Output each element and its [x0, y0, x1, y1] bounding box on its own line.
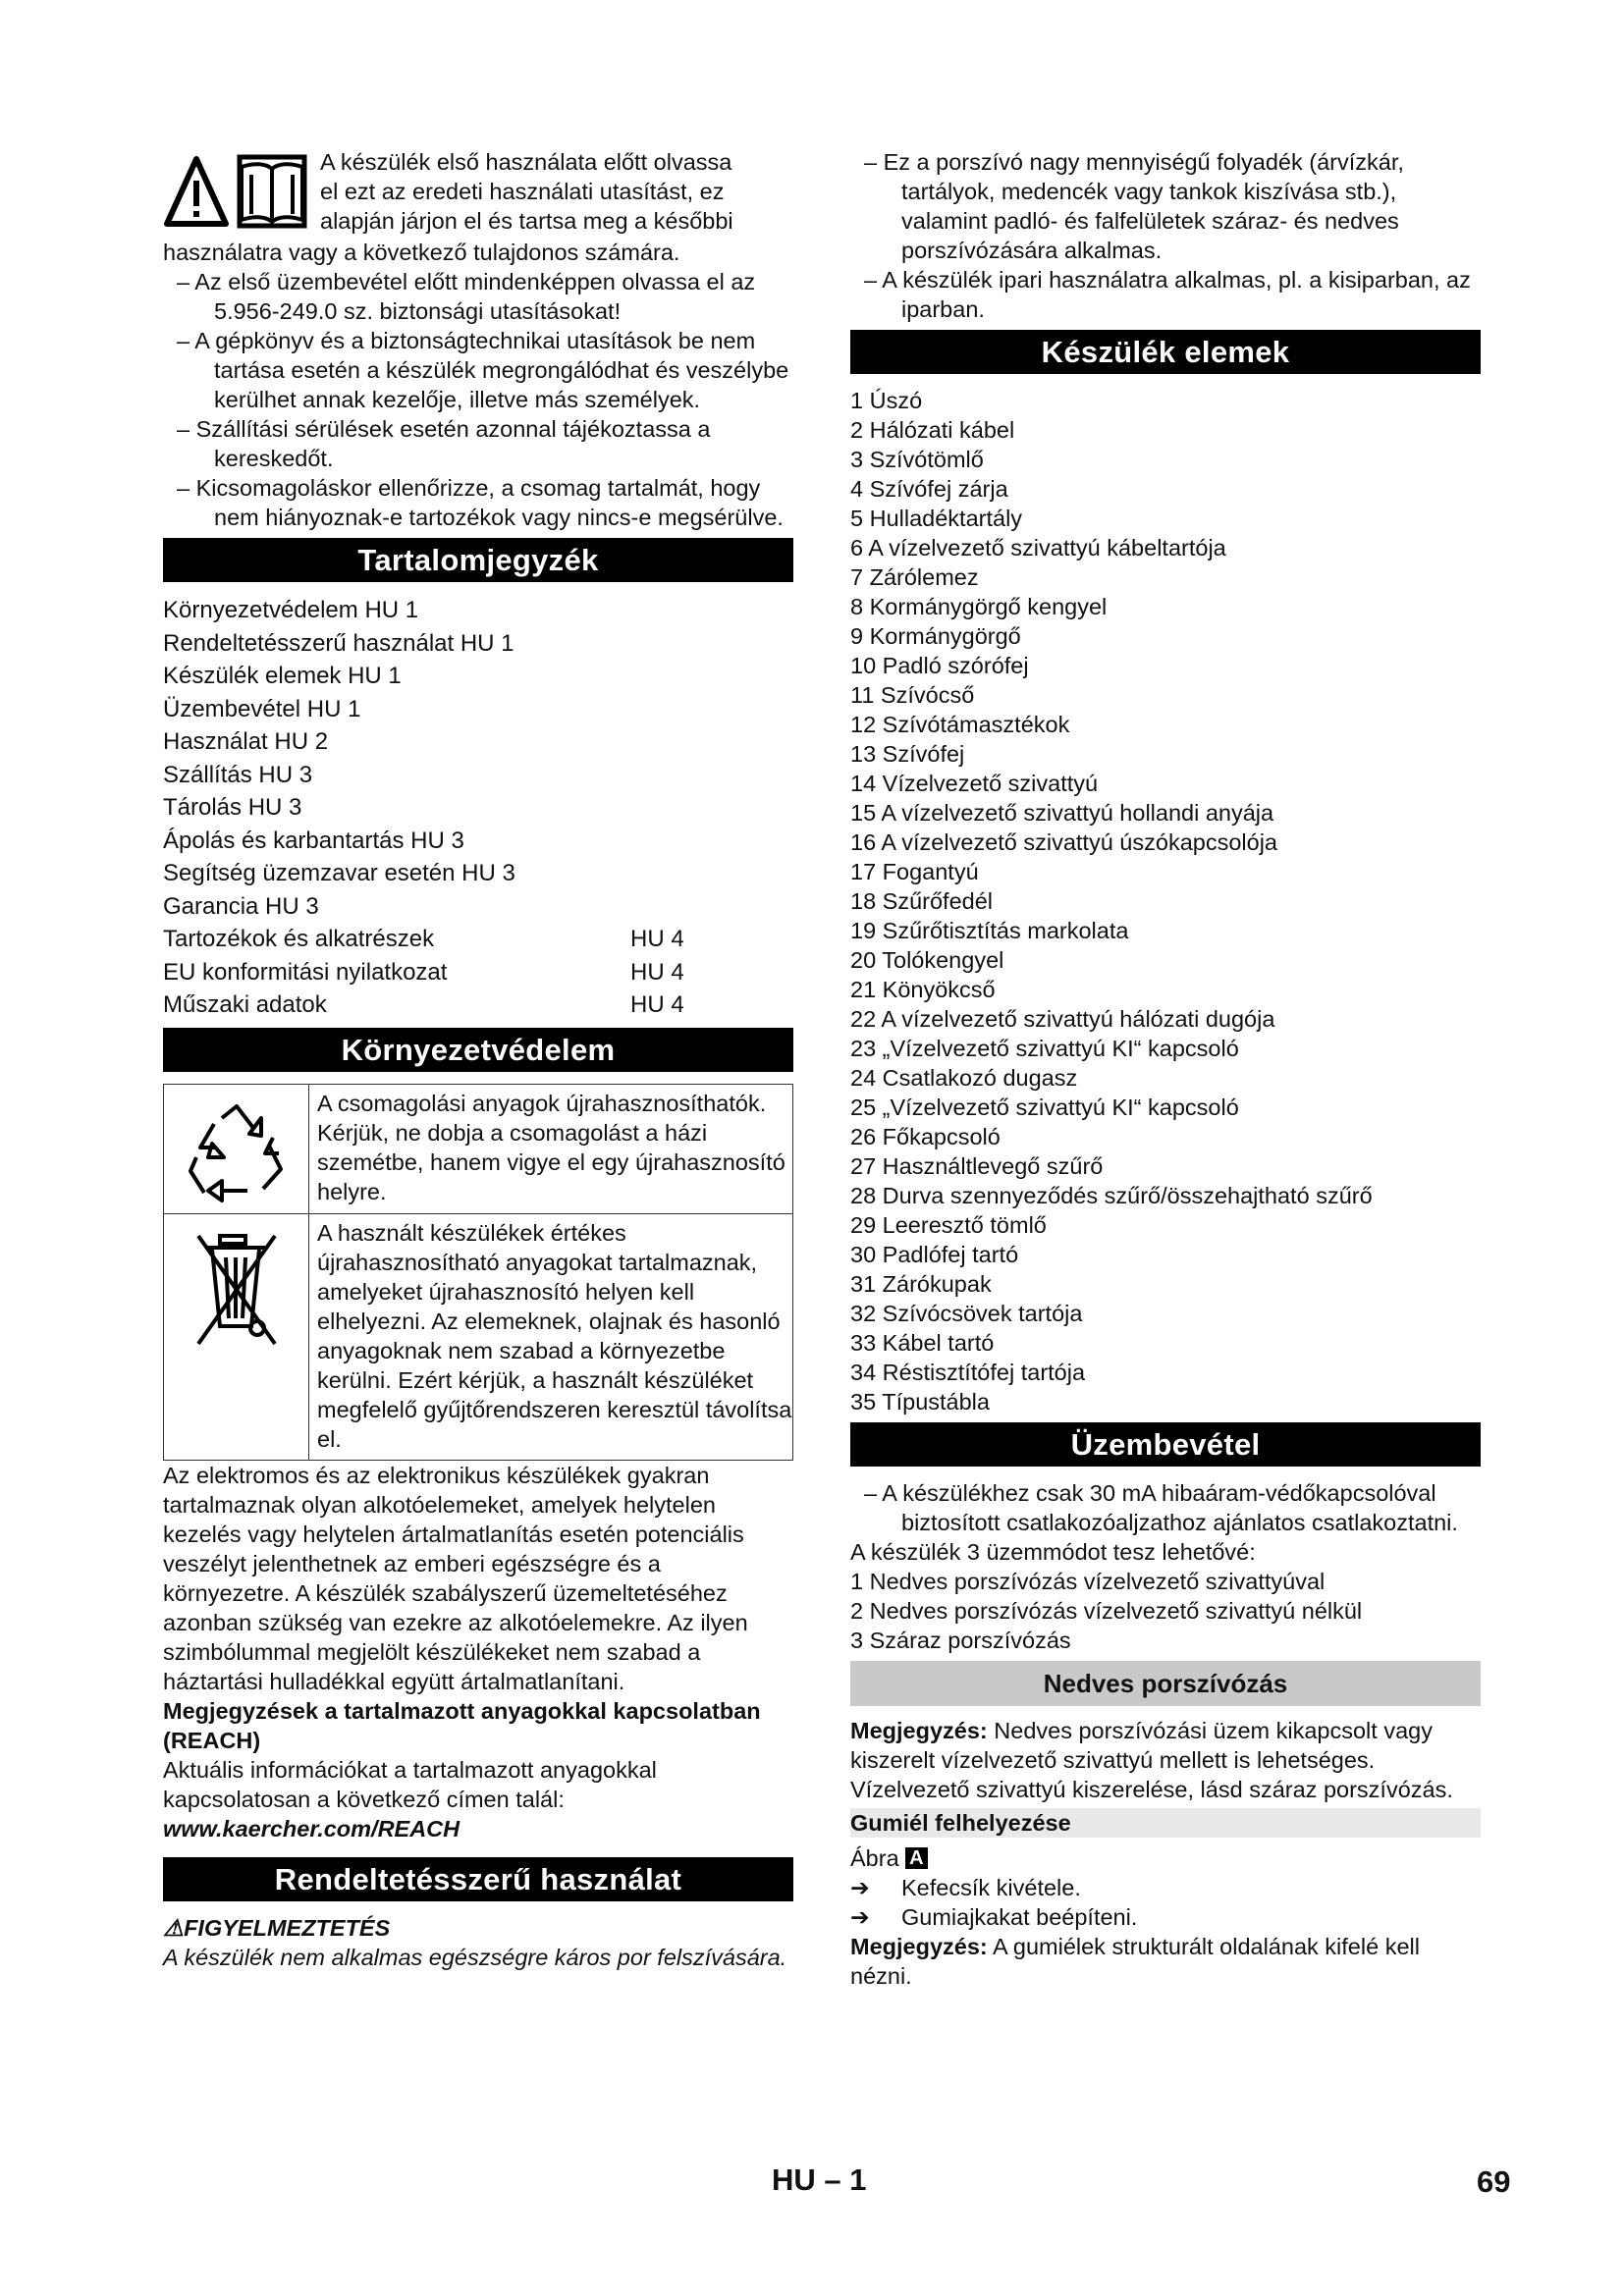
- toc-entry[interactable]: Tartozékok és alkatrészek HU 4: [163, 926, 684, 952]
- figure-letter-badge: A: [905, 1847, 927, 1869]
- part-item: 2 Hálózati kábel: [850, 417, 1015, 443]
- warning-manual-icon: [163, 153, 314, 232]
- part-item: 14 Vízelvezető szivattyú: [850, 771, 1099, 796]
- warning-text: A készülék nem alkalmas egészségre káros por felszívására.: [163, 1944, 787, 1970]
- part-item: 6 A vízelvezető szivattyú kábeltartója: [850, 535, 1226, 561]
- part-item: 26 Főkapcsoló: [850, 1124, 1001, 1149]
- part-item: 27 Használtlevegő szűrő: [850, 1153, 1104, 1179]
- use-item: – Ez a porszívó nagy mennyiségű folyadék (árvízkár, tartályok, medencék vagy tankok kiszívása stb.), valamint padló- és falfelületek száraz- és nedves porszívózására alkalmas.: [864, 149, 1404, 263]
- part-item: 13 Szívófej: [850, 741, 965, 767]
- parts-list: [850, 386, 1481, 1416]
- part-item: 11 Szívócső: [850, 682, 975, 708]
- parts-heading: Készülék elemek: [850, 330, 1481, 374]
- toc-entry[interactable]: Ápolás és karbantartás HU 3: [163, 827, 464, 854]
- modes-intro: A készülék 3 üzemmódot tesz lehetővé:: [850, 1539, 1256, 1565]
- manual-book-icon: [240, 157, 304, 226]
- environment-row-recycle: [164, 1084, 793, 1213]
- part-item: 19 Szűrőtisztítás markolata: [850, 918, 1129, 943]
- part-item: 22 A vízelvezető szivattyú hálózati dugója: [850, 1006, 1275, 1032]
- intended-use-heading: Rendeltetésszerű használat: [163, 1857, 793, 1901]
- part-item: 8 Kormánygörgő kengyel: [850, 594, 1108, 619]
- rcd-text: – A készülékhez csak 30 mA hibaáram-védőkapcsolóval biztosított csatlakozóaljzathoz ajánlatos csatlakoztatni.: [864, 1480, 1458, 1535]
- part-item: 7 Zárólemez: [850, 564, 979, 590]
- footer-section-label: HU – 1: [772, 2163, 867, 2197]
- rubber-lips-heading: Gumiél felhelyezése: [850, 1808, 1481, 1838]
- right-column: [850, 147, 1481, 1991]
- step-item: ➔ Gumiajkakat beépíteni.: [850, 1904, 1138, 1930]
- part-item: 21 Könyökcső: [850, 977, 996, 1002]
- arrow-icon: ➔: [850, 1875, 870, 1900]
- weee-text: A használt készülékek értékes újrahasznosítható anyagokat tartalmaznak, amelyeket újrahasznosító helyen kell elhelyezni. Az elemeknek, olajnak és hasonló anyagoknak nem szabad a környezetbe kerülni. Ezért kérjük, a használt készüléket megfelelő gyűjtőrendszeren keresztül távolítsa el.: [309, 1213, 793, 1460]
- recycle-text: A csomagolási anyagok újrahasznosíthatók. Kérjük, ne dobja a csomagolást a házi szemétbe, hanem vigye el egy újrahasznosító helyre.: [309, 1084, 793, 1213]
- battery-text: Az elektromos és az elektronikus készülékek gyakran tartalmaznak olyan alkotóelemeket, amelyek helytelen kezelés vagy helytelen ártalmatlanítás esetén potenciális veszélyt jelenthetnek az emberi egészségre és a környezetre. A készülék szabályszerű üzemeltetéséhez azonban szükség van ezekre az alkotóelemekre. Az ilyen szimbólummal megjelölt készülékeket nem szabad a háztartási hulladékkal együtt ártalmatlanítani.: [163, 1462, 748, 1694]
- warning-triangle-icon: [167, 159, 226, 224]
- safety-item: – Az első üzembevétel előtt mindenképpen olvassa el az 5.956-249.0 sz. biztonsági utasításokat!: [177, 269, 756, 324]
- part-item: 17 Fogantyú: [850, 859, 979, 884]
- crossed-bin-icon: [192, 1228, 281, 1356]
- mode-item: 1 Nedves porszívózás vízelvezető szivattyúval: [850, 1569, 1326, 1594]
- toc-entry[interactable]: Rendeltetésszerű használat HU 1: [163, 629, 514, 657]
- part-item: 24 Csatlakozó dugasz: [850, 1065, 1078, 1091]
- part-item: 20 Tolókengyel: [850, 947, 1004, 973]
- part-item: 10 Padló szórófej: [850, 653, 1029, 678]
- toc-entry[interactable]: Garancia HU 3: [163, 892, 319, 920]
- warning-label: ⚠FIGYELMEZTETÉS: [163, 1914, 391, 1941]
- intro-block: [163, 147, 793, 238]
- environment-heading: Környezetvédelem: [163, 1028, 793, 1072]
- part-item: 9 Kormánygörgő: [850, 623, 1021, 649]
- step-item: ➔ Kefecsík kivétele.: [850, 1875, 1081, 1900]
- part-item: 33 Kábel tartó: [850, 1330, 995, 1356]
- weee-icon-cell: [164, 1213, 309, 1460]
- part-item: 32 Szívócsövek tartója: [850, 1301, 1083, 1326]
- intro-line: alapján járjon el és tartsa meg a későbbi: [320, 208, 733, 234]
- intro-line: el ezt az eredeti használati utasítást, ez: [320, 179, 725, 204]
- recycle-icon-cell: [164, 1084, 309, 1213]
- toc-entry[interactable]: Szállítás HU 3: [163, 761, 313, 788]
- mode-item: 2 Nedves porszívózás vízelvezető szivattyú nélkül: [850, 1598, 1363, 1624]
- part-item: 5 Hulladéktartály: [850, 506, 1023, 531]
- recycle-icon: [183, 1098, 291, 1206]
- warning-small-icon: ⚠: [163, 1914, 185, 1941]
- toc-list: [163, 594, 793, 1022]
- part-item: 23 „Vízelvezető szivattyú KI“ kapcsoló: [850, 1036, 1239, 1061]
- part-item: 4 Szívófej zárja: [850, 476, 1008, 502]
- part-item: 31 Zárókupak: [850, 1271, 992, 1297]
- mode-item: 3 Száraz porszívózás: [850, 1628, 1071, 1653]
- intro-line: A készülék első használata előtt olvassa: [320, 149, 732, 175]
- safety-item: – Szállítási sérülések esetén azonnal tájékoztassa a kereskedőt.: [177, 416, 711, 471]
- reach-heading: Megjegyzések a tartalmazott anyagokkal kapcsolatban (REACH): [163, 1697, 761, 1753]
- toc-entry[interactable]: Környezetvédelem HU 1: [163, 597, 419, 623]
- wet-note-2: Megjegyzés: A gumiélek strukturált oldalának kifelé kell nézni.: [850, 1934, 1420, 1989]
- reach-text: Aktuális információkat a tartalmazott anyagokkal kapcsolatosan a következő címen talál:: [163, 1756, 657, 1812]
- toc-entry[interactable]: Műszaki adatok HU 4: [163, 991, 684, 1018]
- part-item: 30 Padlófej tartó: [850, 1242, 1019, 1267]
- part-item: 16 A vízelvezető szivattyú úszókapcsolója: [850, 829, 1277, 855]
- part-item: 29 Leeresztő tömlő: [850, 1212, 1047, 1238]
- use-item: – A készülék ipari használatra alkalmas, pl. a kisiparban, az iparban.: [864, 267, 1471, 322]
- part-item: 28 Durva szennyeződés szűrő/összehajtható szűrő: [850, 1183, 1373, 1208]
- toc-entry[interactable]: EU konformitási nyilatkozat HU 4: [163, 958, 684, 986]
- toc-entry[interactable]: Tárolás HU 3: [163, 794, 302, 821]
- part-item: 15 A vízelvezető szivattyú hollandi anyája: [850, 800, 1274, 826]
- toc-entry[interactable]: Készülék elemek HU 1: [163, 663, 402, 689]
- toc-entry[interactable]: Üzembevétel HU 1: [163, 695, 361, 722]
- toc-heading: Tartalomjegyzék: [163, 538, 793, 582]
- part-item: 1 Úszó: [850, 388, 923, 413]
- environment-table: [163, 1084, 793, 1461]
- safety-item: – Kicsomagoláskor ellenőrizze, a csomag tartalmát, hogy nem hiányoznak-e tartozékok vagy nincs-e megsérülve.: [177, 475, 784, 530]
- part-item: 25 „Vízelvezető szivattyú KI“ kapcsoló: [850, 1095, 1239, 1120]
- intro-tail: használatra vagy a következő tulajdonos számára.: [163, 240, 680, 265]
- part-item: 3 Szívótömlő: [850, 447, 984, 472]
- arrow-icon: ➔: [850, 1904, 870, 1930]
- wet-heading: Nedves porszívózás: [850, 1661, 1481, 1706]
- toc-entry[interactable]: Használat HU 2: [163, 728, 329, 755]
- startup-heading: Üzembevétel: [850, 1422, 1481, 1467]
- reach-link[interactable]: www.kaercher.com/REACH: [163, 1815, 460, 1842]
- part-item: 34 Réstisztítófej tartója: [850, 1360, 1086, 1385]
- environment-row-weee: [164, 1213, 793, 1460]
- part-item: 35 Típustábla: [850, 1389, 990, 1415]
- part-item: 18 Szűrőfedél: [850, 888, 994, 914]
- figure-ref: Ábra A: [850, 1843, 1481, 1873]
- toc-entry[interactable]: Segítség üzemzavar esetén HU 3: [163, 860, 515, 886]
- left-column: [163, 147, 793, 1972]
- safety-item: – A gépkönyv és a biztonságtechnikai utasítások be nem tartása esetén a készülék megrongálódhat és veszélybe kerülhet annak kezelője, illetve más személyek.: [177, 328, 789, 412]
- wet-note: Megjegyzés: Nedves porszívózási üzem kikapcsolt vagy kiszerelt vízelvezető szivattyú mellett is lehetséges. Vízelvezető szivattyú kiszerelése, lásd száraz porszívózás.: [850, 1718, 1453, 1802]
- part-item: 12 Szívótámasztékok: [850, 712, 1070, 737]
- page-number: 69: [1477, 2164, 1511, 2199]
